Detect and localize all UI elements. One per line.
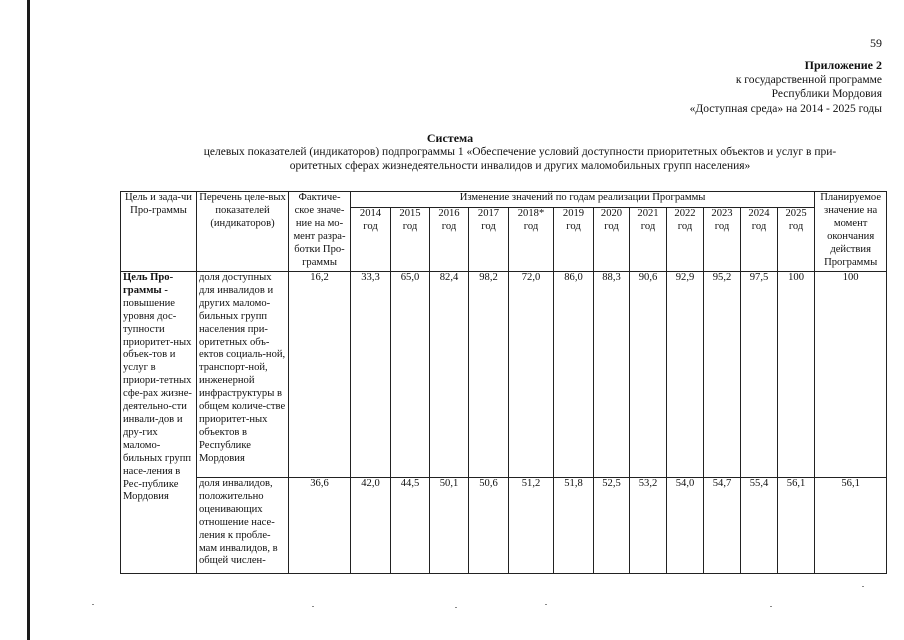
value-cell: 55,4 [741, 478, 778, 574]
value-cell: 65,0 [391, 272, 430, 478]
value-cell: 50,1 [430, 478, 469, 574]
planned-value-cell: 100 [815, 272, 887, 478]
value-cell: 54,0 [667, 478, 704, 574]
value-cell: 86,0 [554, 272, 594, 478]
header-year: 2024 год [741, 208, 778, 272]
header-year: 2015 год [391, 208, 430, 272]
value-cell: 54,7 [704, 478, 741, 574]
document-subtitle [160, 145, 880, 173]
subtitle-line: целевых показателей (индикаторов) подпрограммы 1 «Обеспечение условий доступности приоритетных объектов и услуг в при- [203, 146, 837, 158]
appendix-line: Республики Мордовия [771, 88, 882, 100]
header-year: 2018* год [509, 208, 554, 272]
header-planned-value: Планируемое значение на момент окончания действия Программы [815, 192, 887, 272]
actual-value-cell: 16,2 [289, 272, 351, 478]
appendix-line: к государственной программе [735, 73, 882, 86]
value-cell: 51,2 [509, 478, 554, 574]
page-binding-edge [27, 0, 30, 640]
header-year: 2019 год [554, 208, 594, 272]
header-actual-value: Фактиче-ское значе-ние на мо-мент разра-ботки Про-граммы [289, 192, 351, 272]
goal-label: Цель Про-граммы - [123, 272, 174, 296]
value-cell: 72,0 [509, 272, 554, 478]
value-cell: 42,0 [351, 478, 391, 574]
document-title: Система [426, 131, 474, 145]
value-cell: 53,2 [630, 478, 667, 574]
header-goal: Цель и зада-чи Про-граммы [121, 192, 197, 272]
header-year: 2014 год [351, 208, 391, 272]
value-cell: 100 [778, 272, 815, 478]
value-cell: 95,2 [704, 272, 741, 478]
header-indicators: Перечень целе-вых показателей (индикаторов) [197, 192, 289, 272]
header-year: 2020 год [594, 208, 630, 272]
value-cell: 92,9 [667, 272, 704, 478]
value-cell: 33,3 [351, 272, 391, 478]
value-cell: 51,8 [554, 478, 594, 574]
header-year: 2016 год [430, 208, 469, 272]
planned-value-cell: 56,1 [815, 478, 887, 574]
value-cell: 56,1 [778, 478, 815, 574]
header-year: 2021 год [630, 208, 667, 272]
header-year: 2022 год [667, 208, 704, 272]
value-cell: 82,4 [430, 272, 469, 478]
indicators-table [120, 191, 887, 574]
value-cell: 52,5 [594, 478, 630, 574]
appendix-header [690, 58, 882, 116]
indicator-cell: доля доступных для инвалидов и других маломо-бильных групп населения при-оритетных объ-ектов социаль-ной, транспорт-ной, инженерной инфраструктуры в общем количе-стве приоритет-ных объектов в Республике Мордовия [197, 272, 289, 478]
header-year: 2025 год [778, 208, 815, 272]
value-cell: 88,3 [594, 272, 630, 478]
value-cell: 50,6 [469, 478, 509, 574]
subtitle-line: оритетных сферах жизнедеятельности инвалидов и других маломобильных групп населения» [289, 160, 751, 172]
value-cell: 98,2 [469, 272, 509, 478]
goal-text: повышение уровня дос-тупности приоритет-ных объек-тов и услуг в приори-тетных сфе-рах жизне-деятельно-сти инвали-дов и дру-гих маломо-бильных групп насе-ления в Рес-публике Мордовия [123, 297, 192, 503]
header-changes-by-year: Изменение значений по годам реализации Программы [351, 192, 815, 208]
actual-value-cell: 36,6 [289, 478, 351, 574]
page-number: 59 [870, 36, 882, 50]
appendix-line: «Доступная среда» на 2014 - 2025 годы [689, 102, 882, 115]
table-row [121, 272, 887, 478]
value-cell: 44,5 [391, 478, 430, 574]
header-year: 2017 год [469, 208, 509, 272]
value-cell: 90,6 [630, 272, 667, 478]
indicator-cell: доля инвалидов, положительно оценивающих отношение насе-ления к пробле-мам инвалидов, в общей числен- [197, 478, 289, 574]
header-year: 2023 год [704, 208, 741, 272]
goal-cell [121, 272, 197, 574]
value-cell: 97,5 [741, 272, 778, 478]
appendix-title: Приложение 2 [804, 58, 882, 72]
table-row [121, 478, 887, 574]
